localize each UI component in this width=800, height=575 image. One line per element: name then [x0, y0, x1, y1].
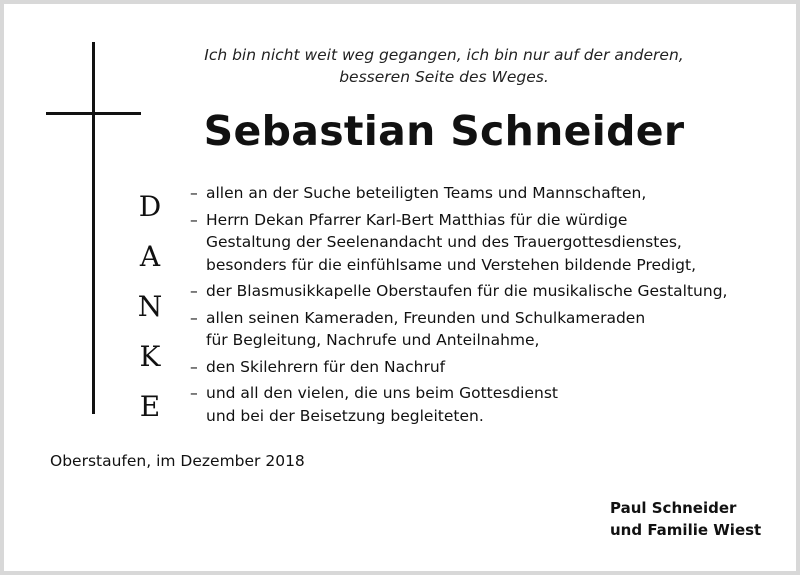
cross-vertical-bar	[92, 42, 95, 414]
signature-line: und Familie Wiest	[610, 521, 762, 539]
thanks-line: allen seinen Kameraden, Freunden und Schulkameraden	[206, 308, 646, 327]
thanks-item	[190, 382, 790, 427]
thanks-line: der Blasmusikkapelle Oberstaufen für die musikalische Gestaltung,	[206, 282, 728, 300]
cross-horizontal-bar	[46, 112, 141, 115]
thanks-line: und bei der Beisetzung begleiteten.	[206, 406, 484, 425]
thanks-list	[190, 182, 790, 431]
thanks-line: für Begleitung, Nachrufe und Anteilnahme,	[206, 331, 540, 349]
dash-bullet: –	[190, 184, 198, 202]
thanks-item	[190, 307, 790, 352]
thanks-line: Herrn Dekan Pfarrer Karl-Bert Matthias für die würdige	[206, 210, 628, 229]
thanks-line: den Skilehrern für den Nachruf	[206, 357, 446, 376]
thanks-line: und all den vielen, die uns beim Gottesdienst	[206, 384, 558, 402]
thanks-item	[190, 280, 790, 303]
deceased-name: Sebastian Schneider	[203, 107, 685, 155]
danke-letter: K	[139, 340, 161, 373]
thanks-item	[190, 356, 790, 379]
obituary-card	[4, 4, 796, 571]
dash-bullet: –	[190, 357, 198, 376]
signature	[610, 497, 761, 541]
dash-bullet: –	[190, 210, 198, 229]
dash-bullet: –	[190, 384, 198, 402]
signature-line: Paul Schneider	[610, 499, 737, 517]
memorial-quote	[164, 44, 724, 88]
thanks-item	[190, 209, 790, 277]
dash-bullet: –	[190, 282, 198, 300]
thanks-item	[190, 182, 790, 205]
quote-line: Ich bin nicht weit weg gegangen, ich bin nur auf der anderen,	[204, 46, 684, 64]
danke-letter: A	[139, 240, 161, 273]
thanks-line: Gestaltung der Seelenandacht und des Trauergottesdienstes,	[206, 233, 682, 251]
danke-letter: D	[138, 190, 162, 223]
thanks-line: allen an der Suche beteiligten Teams und Mannschaften,	[206, 184, 647, 202]
quote-line: besseren Seite des Weges.	[339, 68, 549, 86]
dash-bullet: –	[190, 308, 198, 327]
thanks-line: besonders für die einfühlsame und Verstehen bildende Predigt,	[206, 255, 697, 274]
place-date: Oberstaufen, im Dezember 2018	[50, 452, 305, 470]
danke-vertical-word	[132, 182, 168, 432]
danke-letter: N	[137, 290, 163, 323]
danke-letter: E	[139, 390, 161, 423]
